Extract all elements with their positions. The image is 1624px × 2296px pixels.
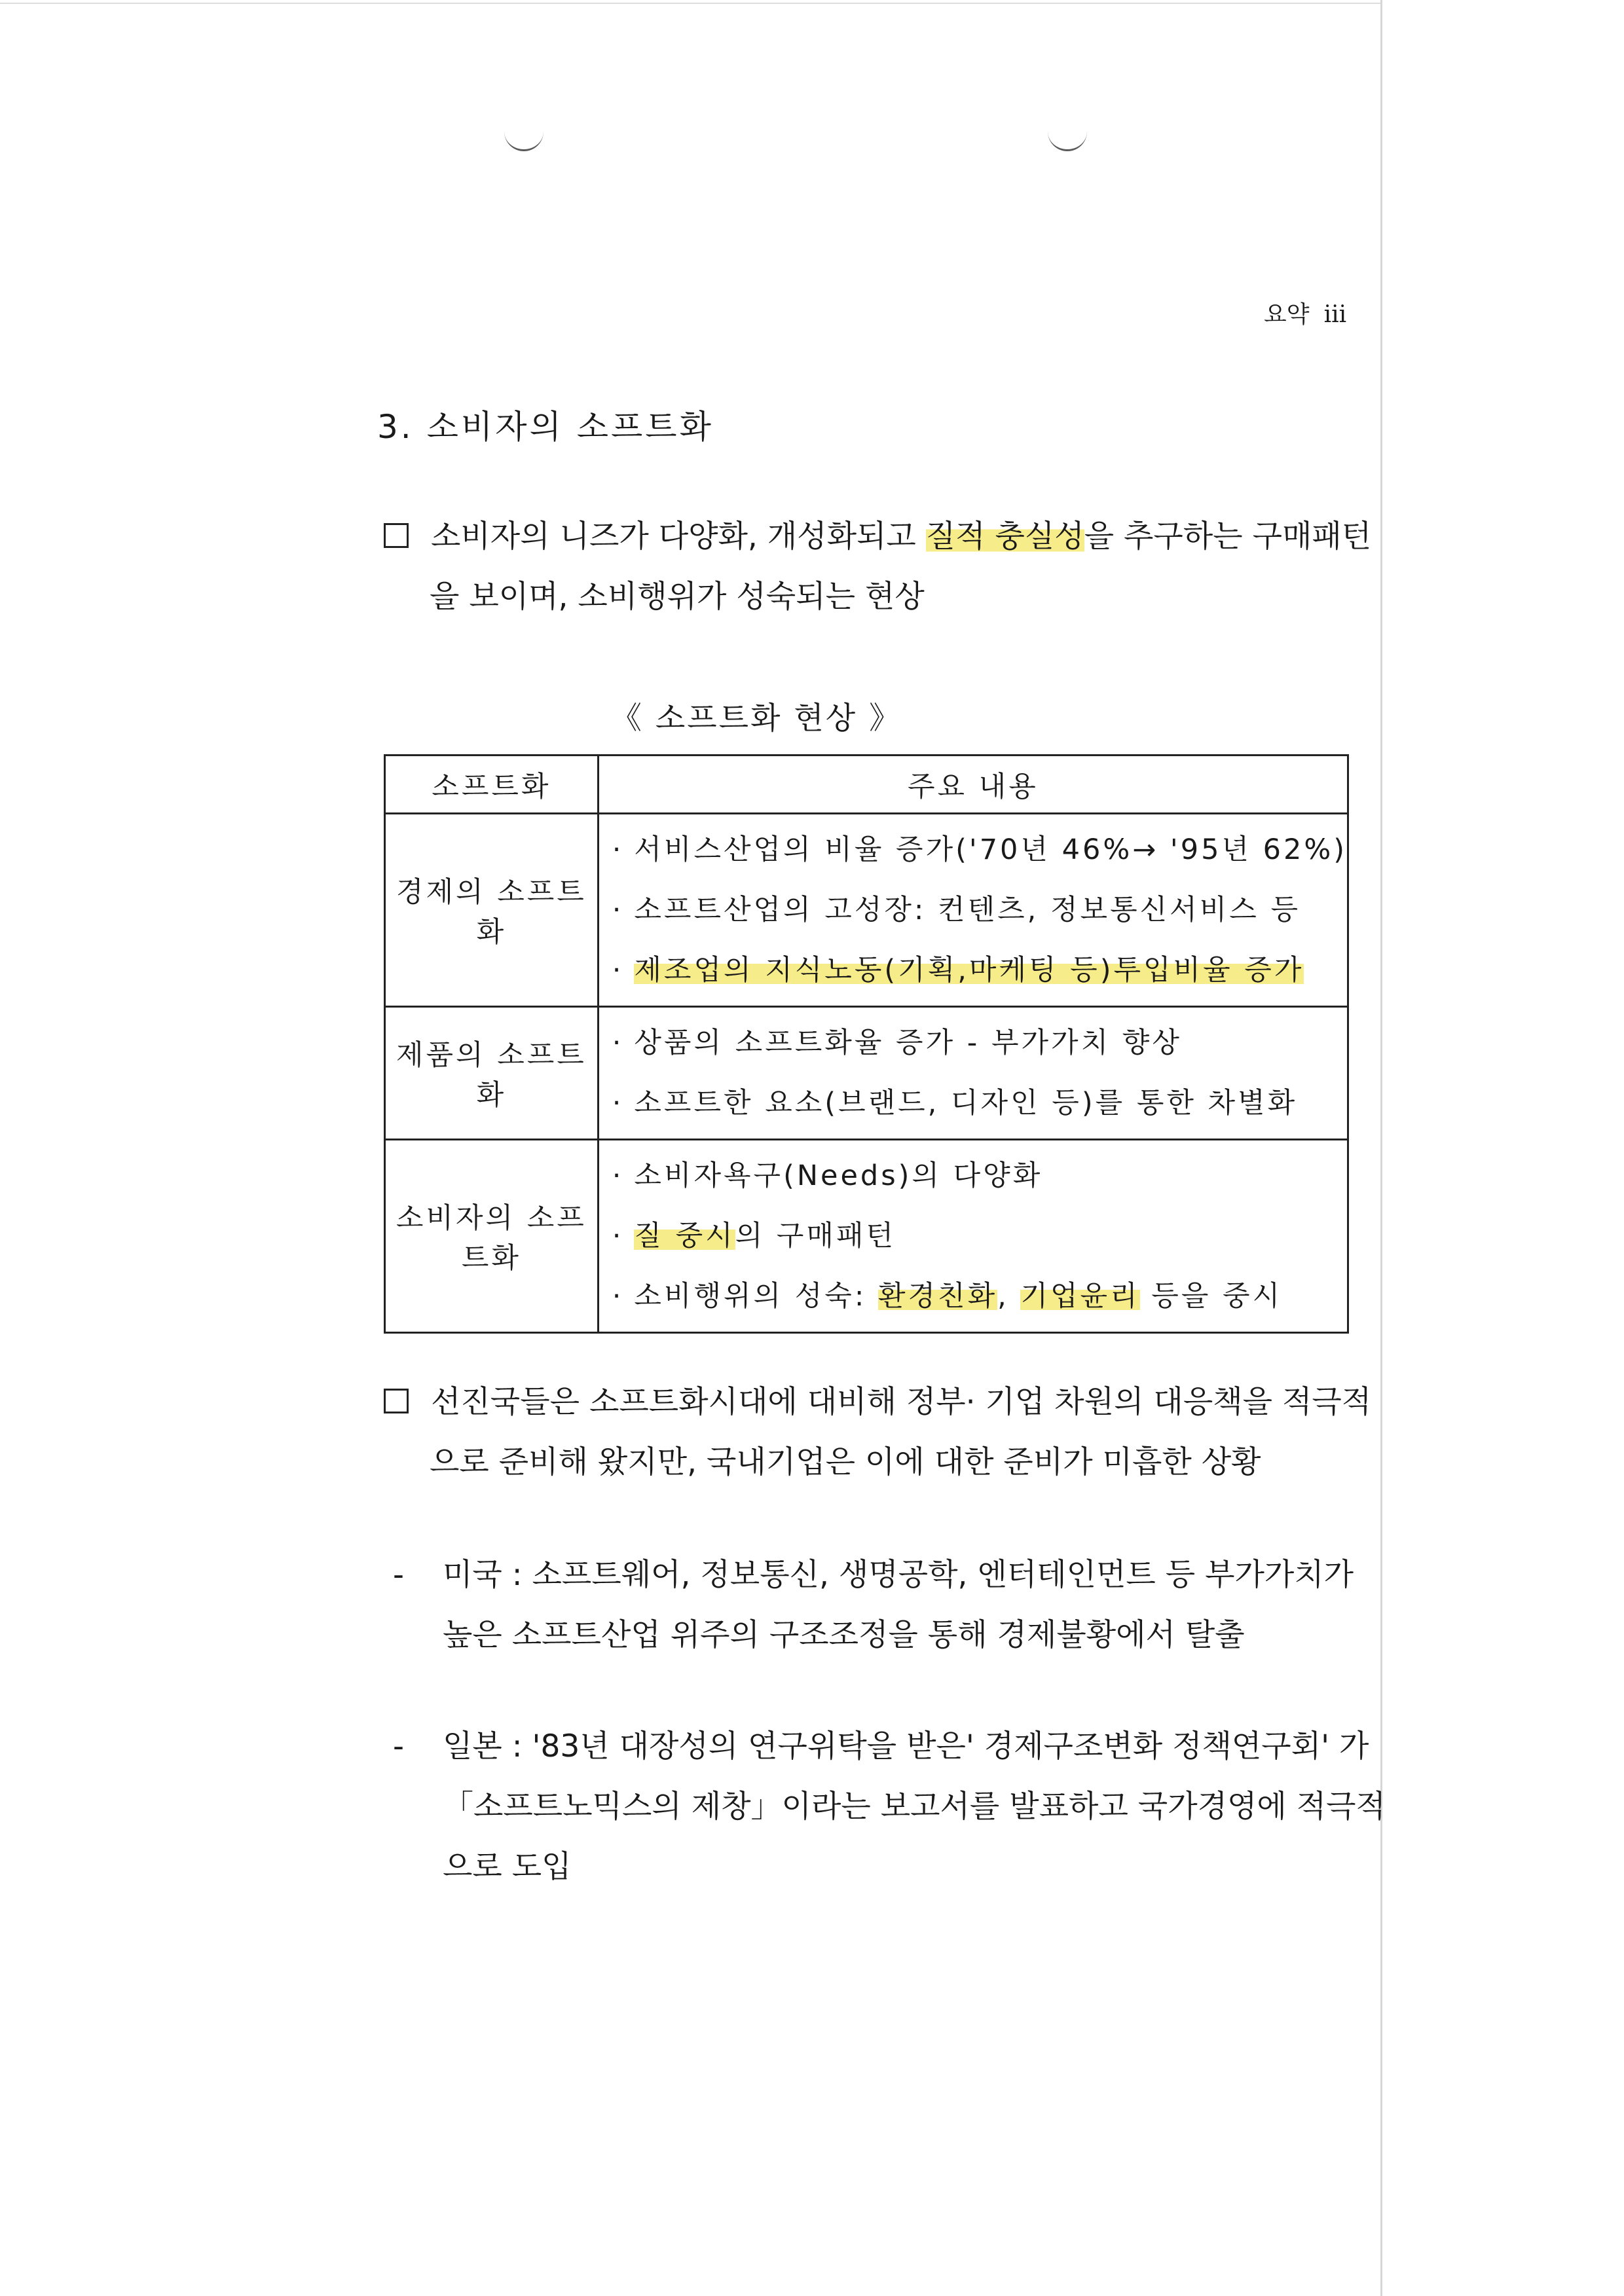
list-item: · 소프트산업의 고성장: 컨텐츠, 정보통신서비스 등 xyxy=(612,894,1301,926)
list-item: · 소프트한 요소(브랜드, 디자인 등)를 통한 차별화 xyxy=(612,1087,1298,1120)
category-cell: 소비자의 소프트화 xyxy=(385,1140,599,1333)
binding-mark-left xyxy=(504,131,544,151)
highlight: 제조업의 지식노동(기획,마케팅 등)투입비율 증가 xyxy=(634,954,1304,987)
readiness-line-2: 으로 준비해 왔지만, 국내기업은 이에 대한 준비가 미흡한 상황 xyxy=(430,1444,1261,1480)
japan-item: - 일본 : '83년 대장성의 연구위탁을 받은' 경제구조변화 정책연구회' 가 「소프트노믹스의 제창」이라는 보고서를 발표하고 국가경영에 적극적 으로 도입 xyxy=(393,1717,1382,1897)
table-row xyxy=(385,814,1348,1007)
items-cell xyxy=(598,814,1348,1007)
category-cell: 제품의 소프트화 xyxy=(385,1007,599,1140)
category-cell: 경제의 소프트화 xyxy=(385,814,599,1007)
softization-table xyxy=(384,754,1349,1334)
list-item: · 상품의 소프트화율 증가 - 부가가치 향상 xyxy=(612,1027,1182,1059)
dash-bullet: - xyxy=(393,1728,404,1764)
scan-right-edge xyxy=(1380,0,1382,2296)
intro-line-1: 소비자의 니즈가 다양화, 개성화되고 질적 충실성을 추구하는 구매패턴 xyxy=(384,507,1379,567)
page-number: iii xyxy=(1323,301,1347,328)
list-item: · 소비행위의 성숙: 환경친화, 기업윤리 등을 중시 xyxy=(612,1280,1283,1313)
scan-top-edge xyxy=(0,3,1382,4)
highlight: 질 중시 xyxy=(634,1220,735,1252)
checkbox-bullet-icon xyxy=(384,523,409,548)
page-header xyxy=(1264,296,1346,329)
binding-mark-right xyxy=(1048,131,1087,151)
usa-item: - 미국 : 소프트웨어, 정보통신, 생명공학, 엔터테인먼트 등 부가가치가 높은 소프트산업 위주의 구조조정을 통해 경제불황에서 탈출 xyxy=(393,1545,1382,1666)
column-header: 소프트화 xyxy=(385,756,599,814)
dash-bullet: - xyxy=(393,1557,404,1593)
highlight: 기업윤리 xyxy=(1020,1280,1140,1313)
column-header: 주요 내용 xyxy=(598,756,1348,814)
list-item: · 소비자욕구(Needs)의 다양화 xyxy=(612,1159,1043,1192)
readiness-paragraph xyxy=(384,1372,1379,1493)
list-item: · 질 중시의 구매패턴 xyxy=(612,1220,896,1252)
highlight: 환경친화 xyxy=(877,1280,998,1313)
readiness-line-1: 선진국들은 소프트화시대에 대비해 정부· 기업 차원의 대응책을 적극적 xyxy=(384,1372,1379,1432)
list-item: · 서비스산업의 비율 증가('70년 46%→ '95년 62%) xyxy=(612,833,1347,866)
items-cell xyxy=(598,1007,1348,1140)
checkbox-bullet-icon xyxy=(384,1389,409,1413)
section-title: 3. 소비자의 소프트화 xyxy=(377,408,714,446)
intro-paragraph xyxy=(384,507,1379,627)
highlight: 질적 충실성 xyxy=(925,519,1084,555)
table-caption: 《 소프트화 현상 》 xyxy=(610,701,902,737)
items-cell xyxy=(598,1140,1348,1333)
table-row xyxy=(385,1140,1348,1333)
list-item: · 제조업의 지식노동(기획,마케팅 등)투입비율 증가 xyxy=(612,954,1304,987)
header-label: 요약 xyxy=(1264,301,1310,328)
table-row xyxy=(385,1007,1348,1140)
intro-line-2: 을 보이며, 소비행위가 성숙되는 현상 xyxy=(430,579,925,615)
table-header-row xyxy=(385,756,1348,814)
